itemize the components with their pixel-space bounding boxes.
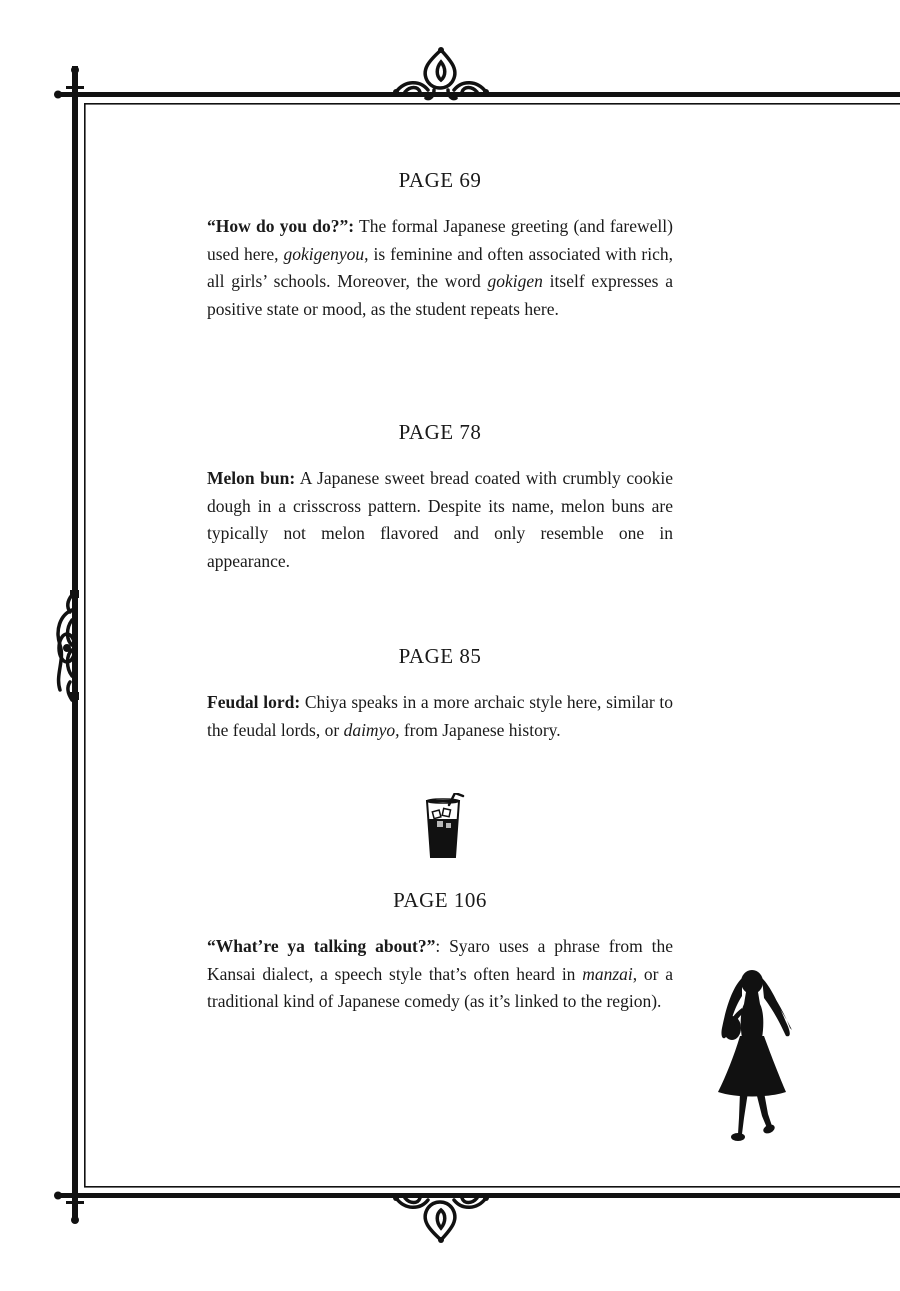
section-title: PAGE 69	[398, 168, 482, 192]
note-body: itself expresses a positive state or mood, as the student repeats here.	[207, 271, 674, 320]
note-section-page-69	[207, 168, 673, 324]
note-section-page-78	[207, 420, 673, 576]
note-term: “What’re ya talking about?”	[207, 936, 436, 956]
note-text	[207, 689, 673, 744]
section-title: PAGE 106	[393, 888, 487, 912]
note-section-page-106	[207, 888, 673, 1016]
note-body: , is feminine and often associated with rich, all girls’ schools. Moreover, the word	[207, 243, 673, 292]
section-title: PAGE 85	[398, 644, 482, 668]
note-italic-term: gokigenyou	[283, 243, 365, 264]
note-text	[207, 213, 673, 324]
section-title: PAGE 78	[398, 420, 482, 444]
iced-drink-icon	[423, 793, 475, 861]
top-center-ornament	[396, 50, 486, 99]
note-text	[207, 933, 673, 1016]
note-term: Feudal lord:	[207, 692, 301, 712]
note-body: Chiya speaks in a more archaic style here, similar to the feudal lords, or	[207, 692, 673, 740]
note-body: The formal Japanese greeting (and farewell) used here,	[207, 216, 673, 264]
note-italic-term: gokigen	[487, 271, 543, 292]
corner-finial-top-left	[54, 66, 85, 99]
note-body: : Syaro uses a phrase from the Kansai dialect, a speech style that’s often heard in	[207, 936, 673, 984]
corner-finial-bottom-left	[54, 1190, 85, 1224]
note-italic-term: manzai	[582, 963, 633, 984]
note-term: “How do you do?”:	[207, 216, 355, 236]
note-body: from Japanese history.	[399, 719, 561, 740]
note-section-page-85	[207, 644, 673, 744]
note-italic-term: daimyo,	[343, 719, 400, 740]
note-body: A Japanese sweet bread coated with crumbly cookie dough in a crisscross pattern. Despite its name, melon buns are typically not melon flavored and only resemble one in appearance.	[207, 468, 673, 572]
girl-silhouette-icon	[712, 968, 796, 1144]
note-text	[207, 465, 673, 576]
note-body: , or a traditional kind of Japanese comedy (as it’s linked to the region).	[207, 963, 673, 1012]
note-term: Melon bun:	[207, 468, 296, 488]
bottom-center-ornament	[396, 1198, 486, 1240]
